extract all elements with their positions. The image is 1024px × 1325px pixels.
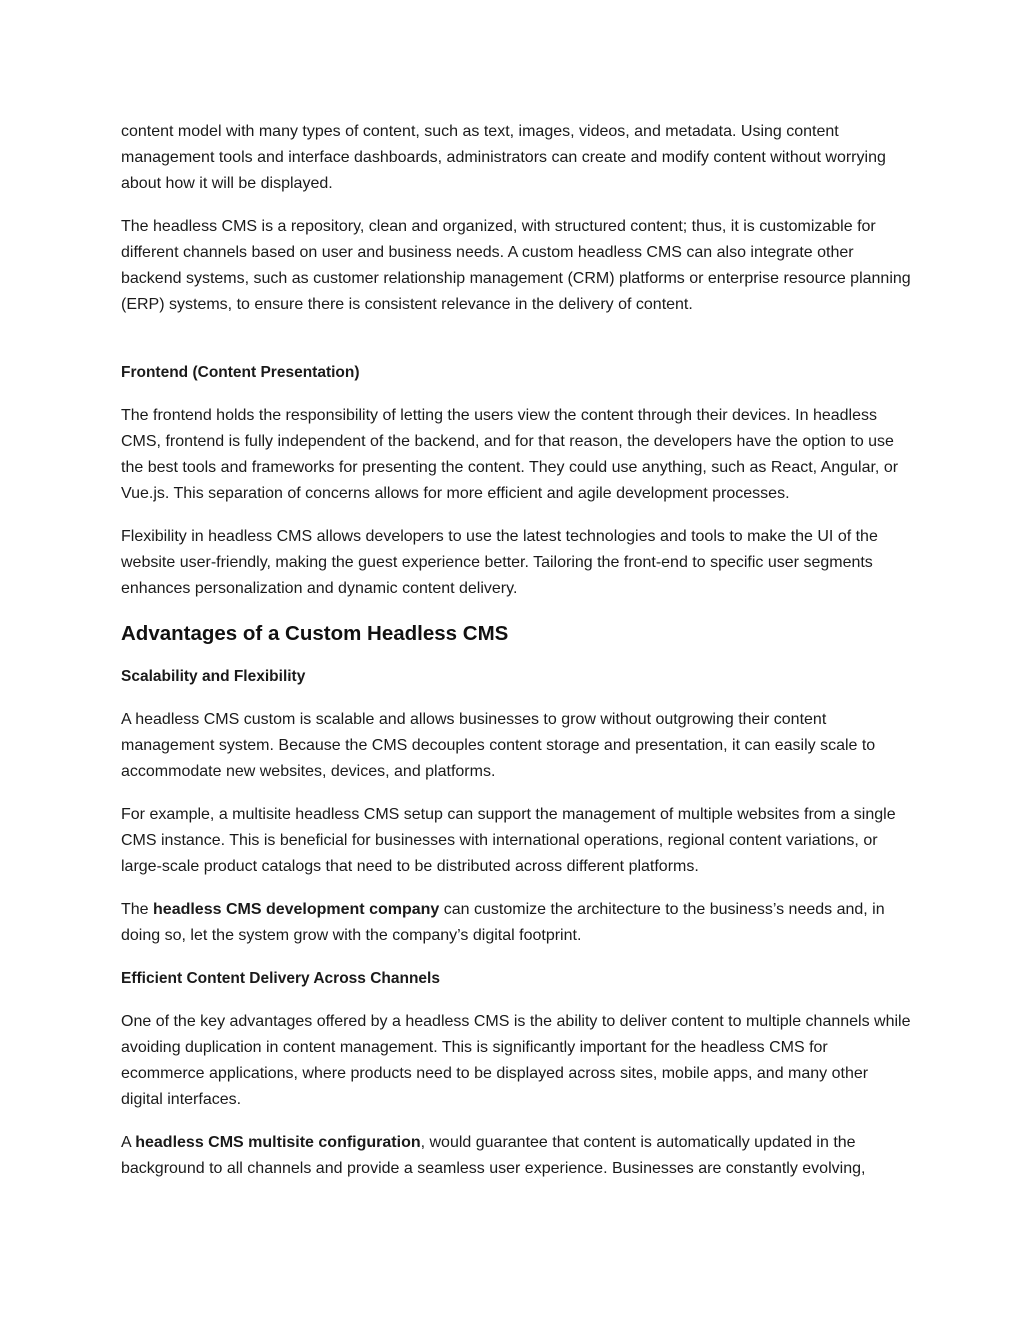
bold-phrase-multisite-configuration: headless CMS multisite configuration [135,1134,421,1151]
text-segment: A [121,1134,136,1151]
document-page [121,119,911,1199]
bold-phrase-development-company: headless CMS development company [153,901,440,918]
paragraph-multisite-configuration [121,1130,911,1182]
paragraph-scalable: A headless CMS custom is scalable and allows businesses to grow without outgrowing their content management system. Because the CMS decouples content storage and presentation, it can easily scale to accommodate new websites, devices, and platforms. [121,711,876,780]
text-segment: can customize the architecture to the business’s needs and, in doing so, let the system grow with the company’s digital footprint. [121,901,885,944]
text-segment: , would guarantee that content is automatically updated in the background to all channels and provide a seamless user experience. Businesses are constantly evolving, [121,1134,866,1177]
text-segment: The [121,901,154,918]
paragraph-multichannel: One of the key advantages offered by a headless CMS is the ability to deliver content to multiple channels while avoiding duplication in content management. This is significantly important for the headless CMS for ecommerce applications, where products need to be displayed across sites, mobile apps, and many other digital interfaces. [121,1013,911,1108]
paragraph-multisite-example: For example, a multisite headless CMS setup can support the management of multiple websites from a single CMS instance. This is beneficial for businesses with international operations, regional content variations, or large-scale product catalogs that need to be distributed across different platforms. [121,806,896,875]
heading-advantages: Advantages of a Custom Headless CMS [121,622,509,645]
paragraph-flexibility: Flexibility in headless CMS allows developers to use the latest technologies and tools to make the UI of the website user-friendly, making the guest experience better. Tailoring the front-end to specific user segments enhances personalization and dynamic content delivery. [121,528,878,597]
heading-scalability: Scalability and Flexibility [121,668,306,685]
paragraph-frontend: The frontend holds the responsibility of letting the users view the content through their devices. In headless CMS, frontend is fully independent of the backend, and for that reason, the developers have the option to use the best tools and frameworks for presenting the content. They could use anything, such as React, Angular, or Vue.js. This separation of concerns allows for more efficient and agile development processes. [121,407,899,502]
paragraph-development-company [121,897,911,949]
paragraph-repository: The headless CMS is a repository, clean and organized, with structured content; thus, it is customizable for different channels based on user and business needs. A custom headless CMS can also integrate other backend systems, such as customer relationship management (CRM) platforms or enterprise resource planning (ERP) systems, to ensure there is consistent relevance in the delivery of content. [121,218,911,313]
heading-content-delivery: Efficient Content Delivery Across Channels [121,970,440,987]
heading-frontend: Frontend (Content Presentation) [121,364,360,381]
paragraph-content-model: content model with many types of content, such as text, images, videos, and metadata. Using content management tools and interface dashboards, administrators can create and modify content without worrying about how it will be displayed. [121,123,886,192]
